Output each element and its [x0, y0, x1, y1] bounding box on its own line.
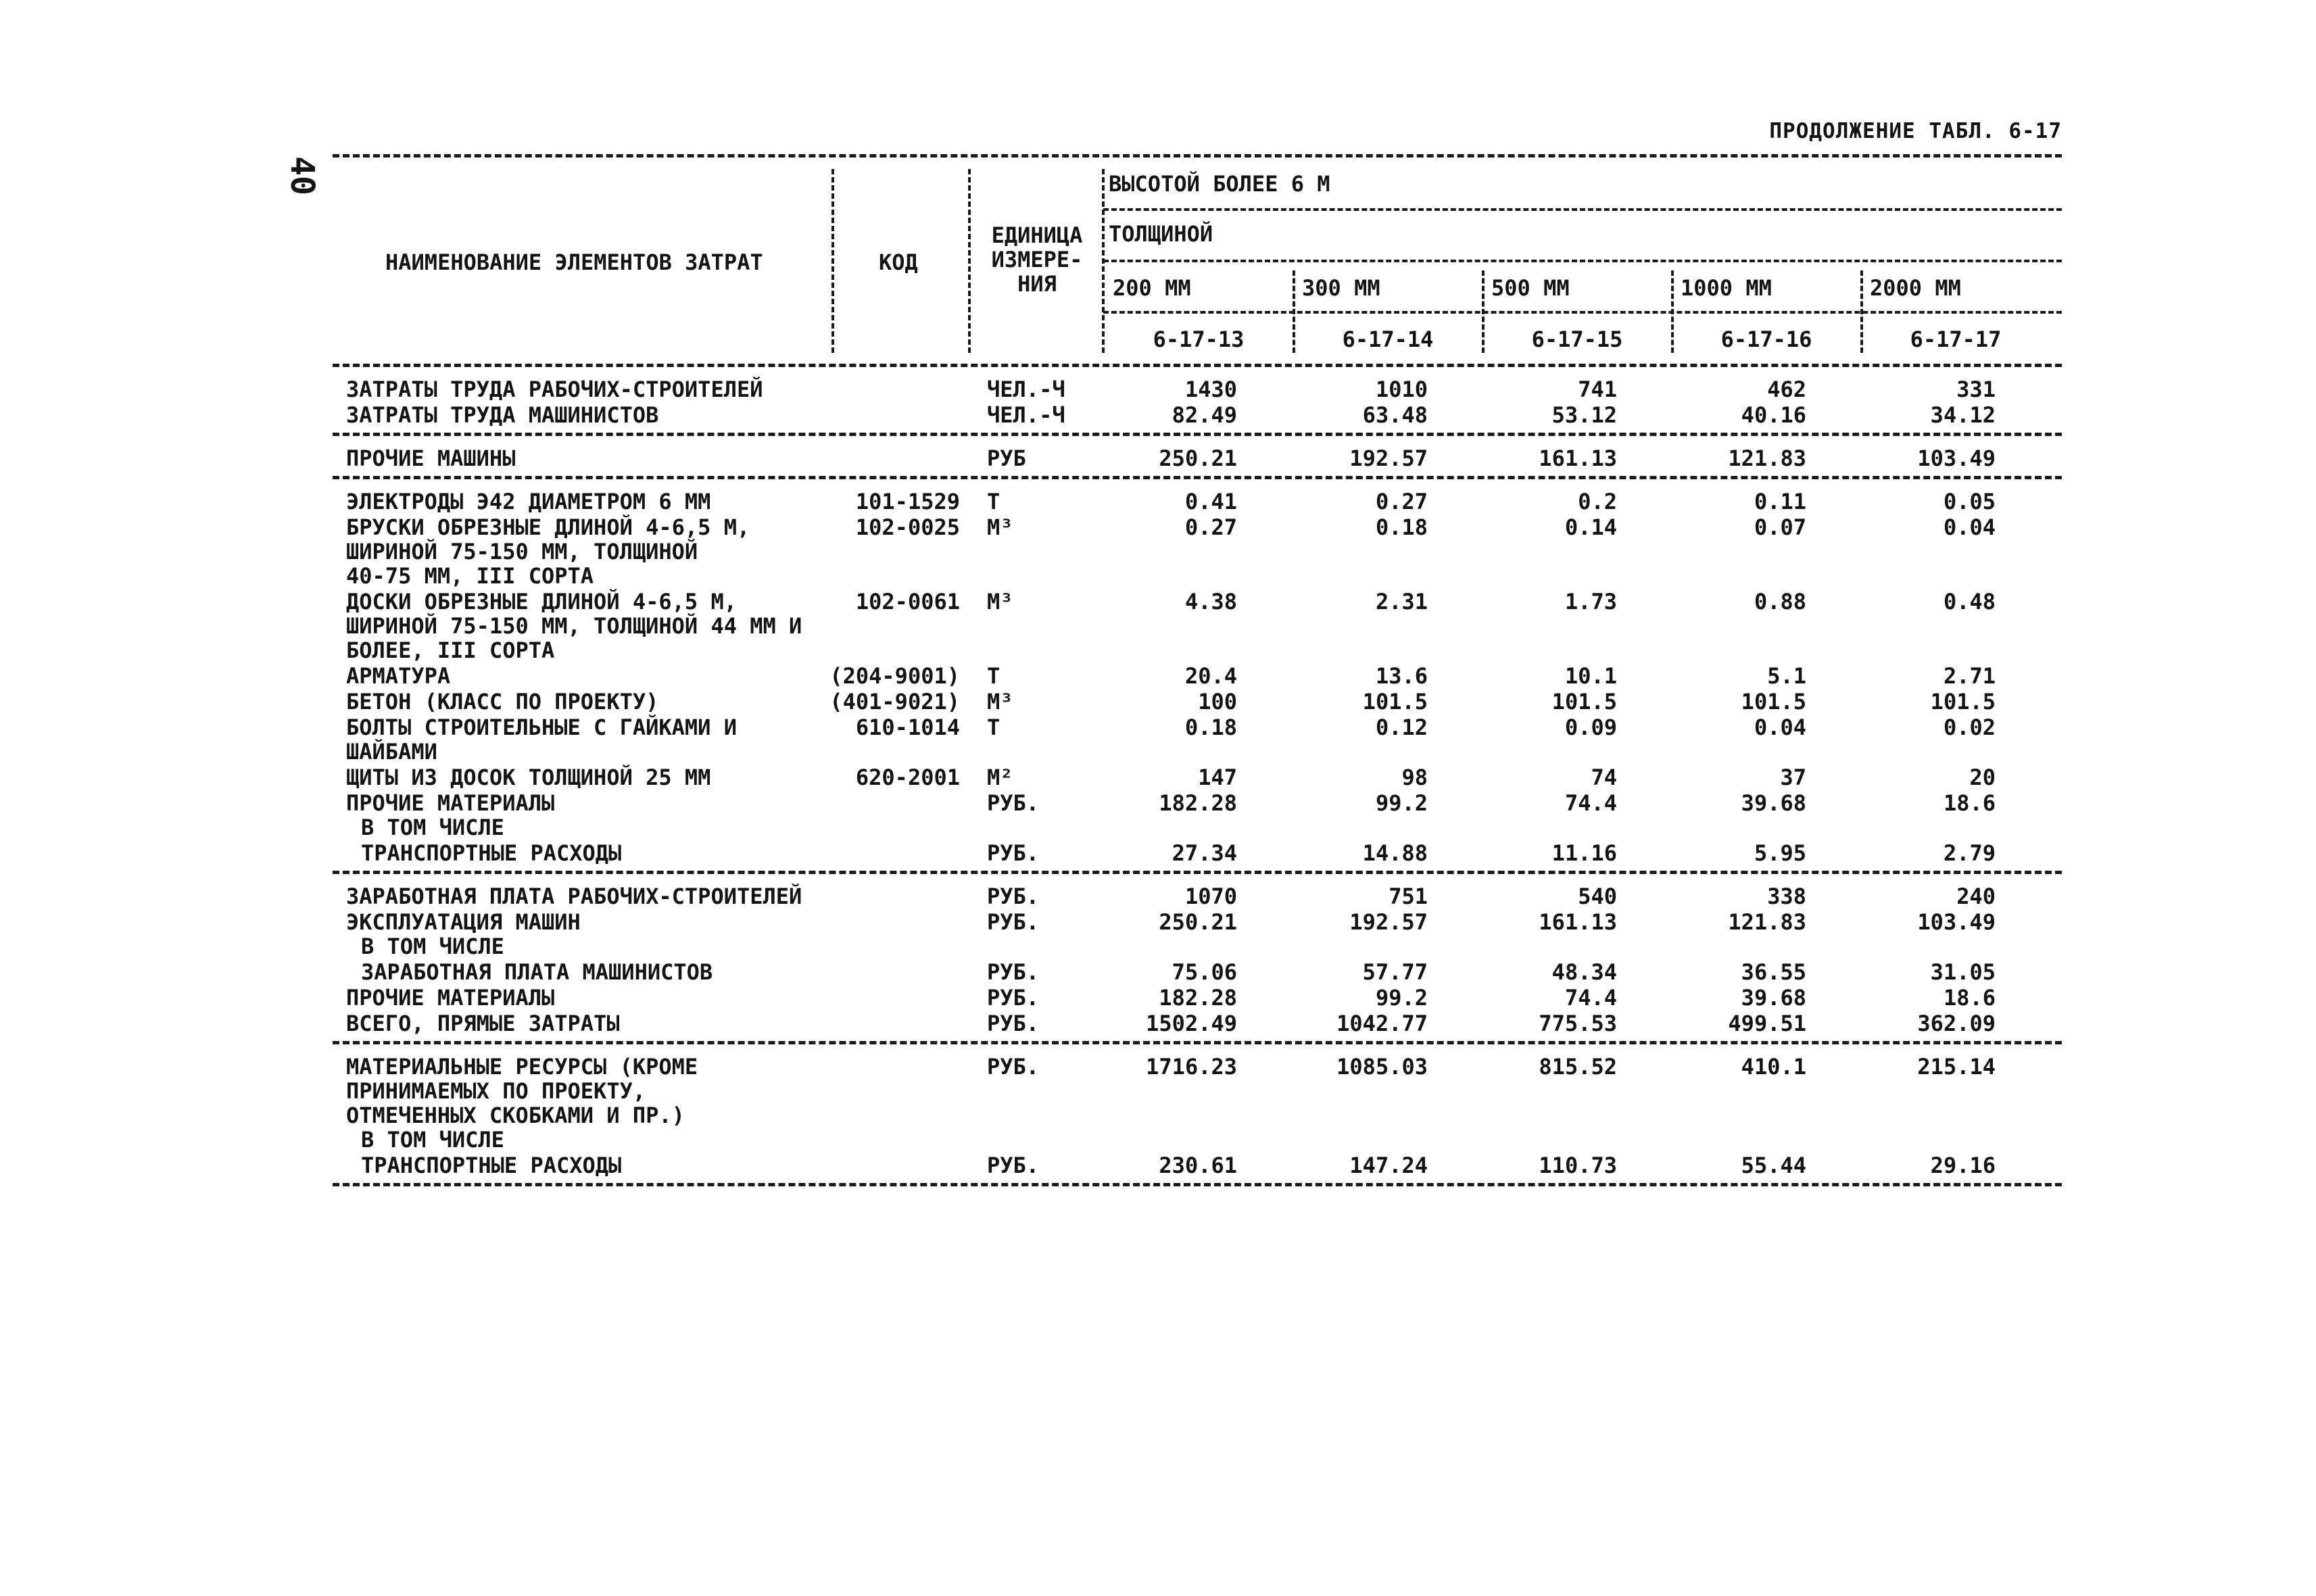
- header-unit-line-2: ИЗМЕРЕ-: [991, 247, 1083, 272]
- row-value-col-5: 0.04: [1943, 514, 1996, 540]
- row-unit: РУБ.: [987, 1011, 1040, 1036]
- row-value-col-2: 98: [1401, 765, 1428, 790]
- row-value-col-4: 39.68: [1741, 985, 1806, 1011]
- row-value-col-1: 1716.23: [1146, 1054, 1237, 1080]
- section-rule: [333, 433, 2062, 436]
- row-value-col-3: 74: [1591, 765, 1617, 790]
- row-value-col-3: 540: [1578, 884, 1617, 909]
- table-top-rule: [333, 154, 2062, 158]
- row-value-col-2: 0.27: [1375, 489, 1428, 514]
- header-name-column: НАИМЕНОВАНИЕ ЭЛЕМЕНТОВ ЗАТРАТ: [385, 249, 763, 275]
- row-unit: РУБ.: [987, 840, 1040, 866]
- header-height-group: ВЫСОТОЙ БОЛЕЕ 6 М: [1109, 171, 1330, 197]
- page-number: 40: [283, 156, 321, 195]
- row-value-col-1: 230.61: [1159, 1153, 1237, 1178]
- row-value-col-4: 5.95: [1754, 840, 1806, 866]
- row-name-line: ЗАТРАТЫ ТРУДА РАБОЧИХ-СТРОИТЕЛЕЙ: [346, 377, 763, 402]
- row-value-col-2: 0.12: [1375, 715, 1428, 740]
- row-value-col-3: 74.4: [1564, 790, 1617, 816]
- header-rule-sizes: [1103, 311, 2062, 314]
- row-value-col-2: 57.77: [1362, 959, 1428, 985]
- row-value-col-1: 0.41: [1184, 489, 1237, 514]
- header-divider-col2: [1293, 270, 1295, 353]
- row-resource-code: 102-0061: [855, 589, 960, 614]
- row-name-line: МАТЕРИАЛЬНЫЕ РЕСУРСЫ (КРОМЕ: [346, 1054, 698, 1080]
- row-value-col-3: 0.09: [1564, 715, 1617, 740]
- row-unit: РУБ: [987, 445, 1026, 471]
- header-size-1: 200 ММ: [1113, 275, 1191, 301]
- header-bottom-rule: [333, 364, 2062, 367]
- row-value-col-1: 20.4: [1184, 663, 1237, 689]
- row-value-col-2: 192.57: [1349, 909, 1428, 935]
- row-unit: Т: [987, 663, 1000, 689]
- row-value-col-1: 82.49: [1172, 402, 1237, 428]
- row-value-col-4: 36.55: [1741, 959, 1806, 985]
- row-value-col-5: 2.79: [1943, 840, 1996, 866]
- row-name-line: ОТМЕЧЕННЫХ СКОБКАМИ И ПР.): [346, 1103, 685, 1128]
- row-name-line: ПРОЧИЕ МАТЕРИАЛЫ: [346, 790, 555, 816]
- continuation-title: ПРОДОЛЖЕНИЕ ТАБЛ. 6-17: [1769, 119, 2062, 143]
- row-value-col-5: 29.16: [1930, 1153, 1996, 1178]
- header-size-2: 300 ММ: [1302, 275, 1380, 301]
- row-name-line: ПРИНИМАЕМЫХ ПО ПРОЕКТУ,: [346, 1078, 646, 1104]
- header-code-3: 6-17-15: [1531, 327, 1623, 352]
- row-value-col-3: 161.13: [1539, 909, 1617, 935]
- row-unit: РУБ.: [987, 884, 1040, 909]
- row-value-col-4: 338: [1767, 884, 1806, 909]
- row-name-line: ЩИТЫ ИЗ ДОСОК ТОЛЩИНОЙ 25 ММ: [346, 765, 711, 790]
- row-unit: Т: [987, 715, 1000, 740]
- row-value-col-2: 751: [1389, 884, 1428, 909]
- row-value-col-5: 103.49: [1917, 445, 1996, 471]
- row-value-col-5: 18.6: [1943, 790, 1996, 816]
- row-name-line: БРУСКИ ОБРЕЗНЫЕ ДЛИНОЙ 4-6,5 М,: [346, 514, 750, 540]
- row-name-line: ЭКСПЛУАТАЦИЯ МАШИН: [346, 909, 581, 935]
- row-value-col-2: 147.24: [1349, 1153, 1428, 1178]
- row-value-col-1: 27.34: [1172, 840, 1237, 866]
- row-value-col-4: 0.88: [1754, 589, 1806, 614]
- row-value-col-4: 5.1: [1767, 663, 1806, 689]
- row-value-col-1: 250.21: [1159, 445, 1237, 471]
- row-value-col-3: 0.2: [1578, 489, 1617, 514]
- row-value-col-3: 11.16: [1551, 840, 1617, 866]
- row-value-col-2: 99.2: [1375, 790, 1428, 816]
- row-name-line: БЕТОН (КЛАСС ПО ПРОЕКТУ): [346, 689, 659, 715]
- row-resource-code: (401-9021): [829, 689, 960, 715]
- row-unit: РУБ.: [987, 1153, 1040, 1178]
- section-rule: [333, 1041, 2062, 1044]
- row-value-col-4: 37: [1780, 765, 1806, 790]
- row-value-col-3: 74.4: [1564, 985, 1617, 1011]
- row-value-col-2: 2.31: [1375, 589, 1428, 614]
- row-value-col-1: 182.28: [1159, 985, 1237, 1011]
- row-resource-code: 620-2001: [855, 765, 960, 790]
- header-divider-code-unit: [968, 169, 971, 353]
- row-value-col-4: 39.68: [1741, 790, 1806, 816]
- row-value-col-5: 362.09: [1917, 1011, 1996, 1036]
- header-divider-col3: [1482, 270, 1485, 353]
- section-rule: [333, 871, 2062, 874]
- row-value-col-1: 147: [1198, 765, 1237, 790]
- row-unit: М³: [987, 514, 1013, 540]
- row-value-col-4: 0.07: [1754, 514, 1806, 540]
- header-thickness-group: ТОЛЩИНОЙ: [1109, 221, 1213, 247]
- row-value-col-4: 101.5: [1741, 689, 1806, 715]
- row-value-col-4: 0.11: [1754, 489, 1806, 514]
- row-value-col-2: 99.2: [1375, 985, 1428, 1011]
- row-value-col-5: 0.02: [1943, 715, 1996, 740]
- row-value-col-4: 410.1: [1741, 1054, 1806, 1080]
- row-value-col-3: 48.34: [1551, 959, 1617, 985]
- row-value-col-4: 40.16: [1741, 402, 1806, 428]
- row-value-col-2: 1085.03: [1336, 1054, 1428, 1080]
- header-code-4: 6-17-16: [1720, 327, 1812, 352]
- row-resource-code: 101-1529: [855, 489, 960, 514]
- header-unit-line-1: ЕДИНИЦА: [991, 222, 1083, 248]
- row-name-line: ШИРИНОЙ 75-150 ММ, ТОЛЩИНОЙ 44 ММ И: [346, 613, 802, 639]
- row-name-line: ЗАРАБОТНАЯ ПЛАТА МАШИНИСТОВ: [361, 959, 713, 985]
- row-value-col-2: 63.48: [1362, 402, 1428, 428]
- header-divider-col5: [1860, 270, 1863, 353]
- row-value-col-4: 55.44: [1741, 1153, 1806, 1178]
- row-value-col-5: 101.5: [1930, 689, 1996, 715]
- row-value-col-5: 18.6: [1943, 985, 1996, 1011]
- row-value-col-2: 101.5: [1362, 689, 1428, 715]
- section-rule: [333, 476, 2062, 479]
- row-value-col-5: 215.14: [1917, 1054, 1996, 1080]
- row-value-col-3: 775.53: [1539, 1011, 1617, 1036]
- row-value-col-1: 1070: [1184, 884, 1237, 909]
- header-code-5: 6-17-17: [1910, 327, 2002, 352]
- row-name-line: ЗАТРАТЫ ТРУДА МАШИНИСТОВ: [346, 402, 659, 428]
- row-name-line: ШАЙБАМИ: [346, 739, 437, 765]
- row-value-col-4: 462: [1767, 377, 1806, 402]
- row-name-line: ДОСКИ ОБРЕЗНЫЕ ДЛИНОЙ 4-6,5 М,: [346, 589, 737, 614]
- section-rule: [333, 1183, 2062, 1186]
- row-value-col-3: 101.5: [1551, 689, 1617, 715]
- row-unit: РУБ.: [987, 909, 1040, 935]
- row-value-col-3: 53.12: [1551, 402, 1617, 428]
- header-divider-unit-values: [1102, 169, 1105, 353]
- row-value-col-3: 110.73: [1539, 1153, 1617, 1178]
- row-unit: РУБ.: [987, 1054, 1040, 1080]
- row-value-col-4: 121.83: [1728, 445, 1806, 471]
- row-value-col-1: 182.28: [1159, 790, 1237, 816]
- row-value-col-3: 161.13: [1539, 445, 1617, 471]
- row-value-col-3: 815.52: [1539, 1054, 1617, 1080]
- row-value-col-2: 192.57: [1349, 445, 1428, 471]
- header-size-5: 2000 ММ: [1870, 275, 1961, 301]
- row-value-col-5: 331: [1956, 377, 1996, 402]
- row-value-col-5: 240: [1956, 884, 1996, 909]
- row-name-line: АРМАТУРА: [346, 663, 451, 689]
- row-value-col-5: 31.05: [1930, 959, 1996, 985]
- header-size-3: 500 ММ: [1491, 275, 1570, 301]
- header-divider-col4: [1671, 270, 1674, 353]
- row-name-line: ПРОЧИЕ МАШИНЫ: [346, 445, 516, 471]
- header-size-4: 1000 ММ: [1681, 275, 1772, 301]
- row-value-col-1: 75.06: [1172, 959, 1237, 985]
- row-unit: М³: [987, 589, 1013, 614]
- header-rule-height: [1103, 208, 2062, 211]
- row-name-line: 40-75 ММ, III СОРТА: [346, 563, 594, 589]
- row-value-col-5: 0.05: [1943, 489, 1996, 514]
- row-name-line: В ТОМ ЧИСЛЕ: [361, 1127, 504, 1153]
- header-code-column: КОД: [879, 249, 918, 275]
- row-resource-code: 102-0025: [855, 514, 960, 540]
- row-unit: Т: [987, 489, 1000, 514]
- header-unit-line-3: НИЯ: [1017, 271, 1057, 297]
- row-name-line: ЗАРАБОТНАЯ ПЛАТА РАБОЧИХ-СТРОИТЕЛЕЙ: [346, 884, 802, 909]
- row-value-col-5: 103.49: [1917, 909, 1996, 935]
- row-unit: РУБ.: [987, 985, 1040, 1011]
- row-unit: ЧЕЛ.-Ч: [987, 402, 1065, 428]
- row-value-col-5: 2.71: [1943, 663, 1996, 689]
- row-value-col-2: 13.6: [1375, 663, 1428, 689]
- row-value-col-3: 1.73: [1564, 589, 1617, 614]
- row-unit: М³: [987, 689, 1013, 715]
- row-name-line: В ТОМ ЧИСЛЕ: [361, 934, 504, 959]
- row-value-col-1: 4.38: [1184, 589, 1237, 614]
- row-resource-code: (204-9001): [829, 663, 960, 689]
- row-name-line: БОЛТЫ СТРОИТЕЛЬНЫЕ С ГАЙКАМИ И: [346, 715, 737, 740]
- row-unit: ЧЕЛ.-Ч: [987, 377, 1065, 402]
- row-value-col-1: 0.27: [1184, 514, 1237, 540]
- row-value-col-1: 100: [1198, 689, 1237, 715]
- row-name-line: ПРОЧИЕ МАТЕРИАЛЫ: [346, 985, 555, 1011]
- row-unit: М²: [987, 765, 1013, 790]
- row-value-col-1: 1430: [1184, 377, 1237, 402]
- row-value-col-4: 121.83: [1728, 909, 1806, 935]
- row-value-col-2: 1042.77: [1336, 1011, 1428, 1036]
- row-name-line: ВСЕГО, ПРЯМЫЕ ЗАТРАТЫ: [346, 1011, 620, 1036]
- row-value-col-1: 1502.49: [1146, 1011, 1237, 1036]
- row-value-col-5: 0.48: [1943, 589, 1996, 614]
- header-code-1: 6-17-13: [1153, 327, 1245, 352]
- row-value-col-2: 1010: [1375, 377, 1428, 402]
- header-code-2: 6-17-14: [1342, 327, 1434, 352]
- row-unit: РУБ.: [987, 959, 1040, 985]
- row-value-col-1: 250.21: [1159, 909, 1237, 935]
- row-name-line: ТРАНСПОРТНЫЕ РАСХОДЫ: [361, 1153, 622, 1178]
- row-unit: РУБ.: [987, 790, 1040, 816]
- row-value-col-3: 10.1: [1564, 663, 1617, 689]
- row-name-line: ТРАНСПОРТНЫЕ РАСХОДЫ: [361, 840, 622, 866]
- row-name-line: В ТОМ ЧИСЛЕ: [361, 815, 504, 840]
- row-value-col-5: 34.12: [1930, 402, 1996, 428]
- row-value-col-3: 741: [1578, 377, 1617, 402]
- row-value-col-2: 14.88: [1362, 840, 1428, 866]
- row-name-line: ЭЛЕКТРОДЫ Э42 ДИАМЕТРОМ 6 ММ: [346, 489, 711, 514]
- row-value-col-3: 0.14: [1564, 514, 1617, 540]
- row-name-line: ШИРИНОЙ 75-150 ММ, ТОЛЩИНОЙ: [346, 539, 698, 564]
- row-value-col-2: 0.18: [1375, 514, 1428, 540]
- row-name-line: БОЛЕЕ, III СОРТА: [346, 637, 555, 663]
- row-resource-code: 610-1014: [855, 715, 960, 740]
- header-divider-name-code: [831, 169, 834, 353]
- row-value-col-4: 0.04: [1754, 715, 1806, 740]
- header-rule-thickness: [1103, 260, 2062, 262]
- row-value-col-1: 0.18: [1184, 715, 1237, 740]
- row-value-col-5: 20: [1969, 765, 1996, 790]
- row-value-col-4: 499.51: [1728, 1011, 1806, 1036]
